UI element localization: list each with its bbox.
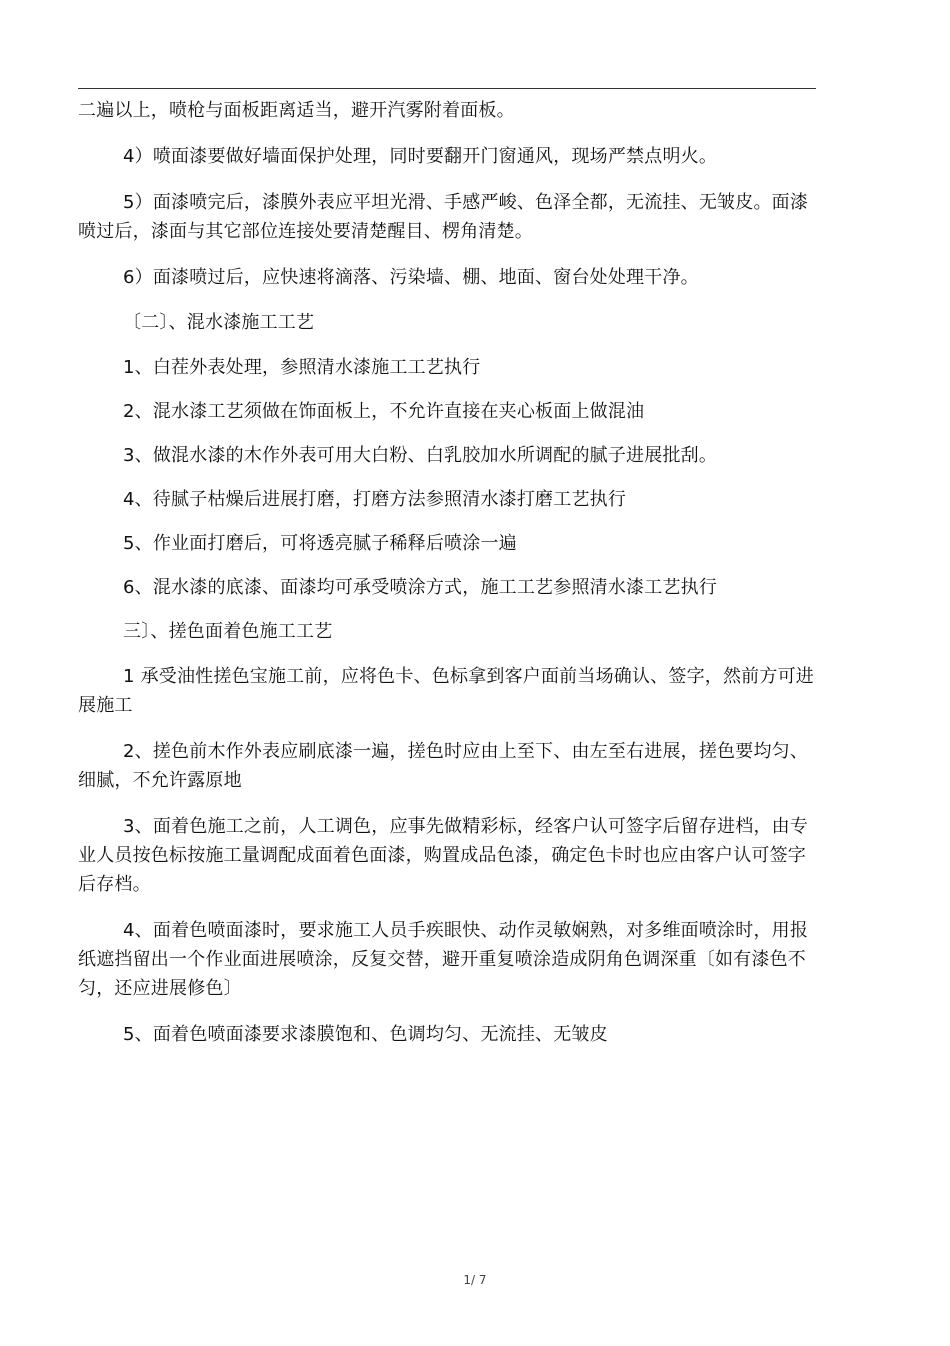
list-item: 3、做混水漆的木作外表可用大白粉、白乳胶加水所调配的腻子进展批刮。 — [123, 445, 718, 466]
list-item: 2、混水漆工艺须做在饰面板上，不允许直接在夹心板面上做混油 — [123, 401, 645, 422]
paragraph-item-4: 4）喷面漆要做好墙面保护处理，同时要翻开门窗通风，现场严禁点明火。 — [123, 146, 718, 167]
list-item: 3、面着色施工之前，人工调色，应事先做精彩标，经客户认可签字后留存进档，由专业人员按色标按施工量调配成面着色面漆，购置成品色漆，确定色卡时也应由客户认可签字后存档。 — [78, 816, 809, 895]
list-item: 4、面着色喷面漆时，要求施工人员手疾眼快、动作灵敏娴熟，对多维面喷涂时，用报纸遮挡留出一个作业面进展喷涂，反复交替，避开重复喷涂造成阴角色调深重〔如有漆色不匀，还应进展修色〕 — [78, 920, 809, 999]
paragraph-continuation: 二遍以上，喷枪与面板距离适当，避开汽雾附着面板。 — [78, 100, 515, 121]
list-item: 1 承受油性搓色宝施工前，应将色卡、色标拿到客户面前当场确认、签字，然前方可进展施工 — [78, 666, 814, 716]
header-rule — [78, 88, 816, 89]
paragraph-item-5: 5）面漆喷完后，漆膜外表应平坦光滑、手感严峻、色泽全都，无流挂、无皱皮。面漆喷过后，漆面与其它部位连接处要清楚醒目、楞角清楚。 — [78, 192, 809, 242]
paragraph-item-6: 6）面漆喷过后，应快速将滴落、污染墙、棚、地面、窗台处处理干净。 — [123, 267, 699, 288]
page-number: 1/ 7 — [463, 1273, 487, 1287]
list-item: 1、白茬外表处理，参照清水漆施工工艺执行 — [123, 357, 481, 378]
list-item: 5、面着色喷面漆要求漆膜饱和、色调均匀、无流挂、无皱皮 — [123, 1024, 608, 1045]
document-body — [78, 96, 818, 1049]
section-heading-2: 〔二〕、混水漆施工工艺 — [123, 312, 315, 333]
list-item: 6、混水漆的底漆、面漆均可承受喷涂方式，施工工艺参照清水漆工艺执行 — [123, 577, 718, 598]
list-item: 2、搓色前木作外表应刷底漆一遍，搓色时应由上至下、由左至右进展，搓色要均匀、细腻，不允许露原地 — [78, 741, 809, 791]
list-item: 5、作业面打磨后，可将透亮腻子稀释后喷涂一遍 — [123, 533, 517, 554]
section-heading-3: 三〕、搓色面着色施工工艺 — [123, 621, 333, 642]
list-item: 4、待腻子枯燥后进展打磨，打磨方法参照清水漆打磨工艺执行 — [123, 489, 627, 510]
